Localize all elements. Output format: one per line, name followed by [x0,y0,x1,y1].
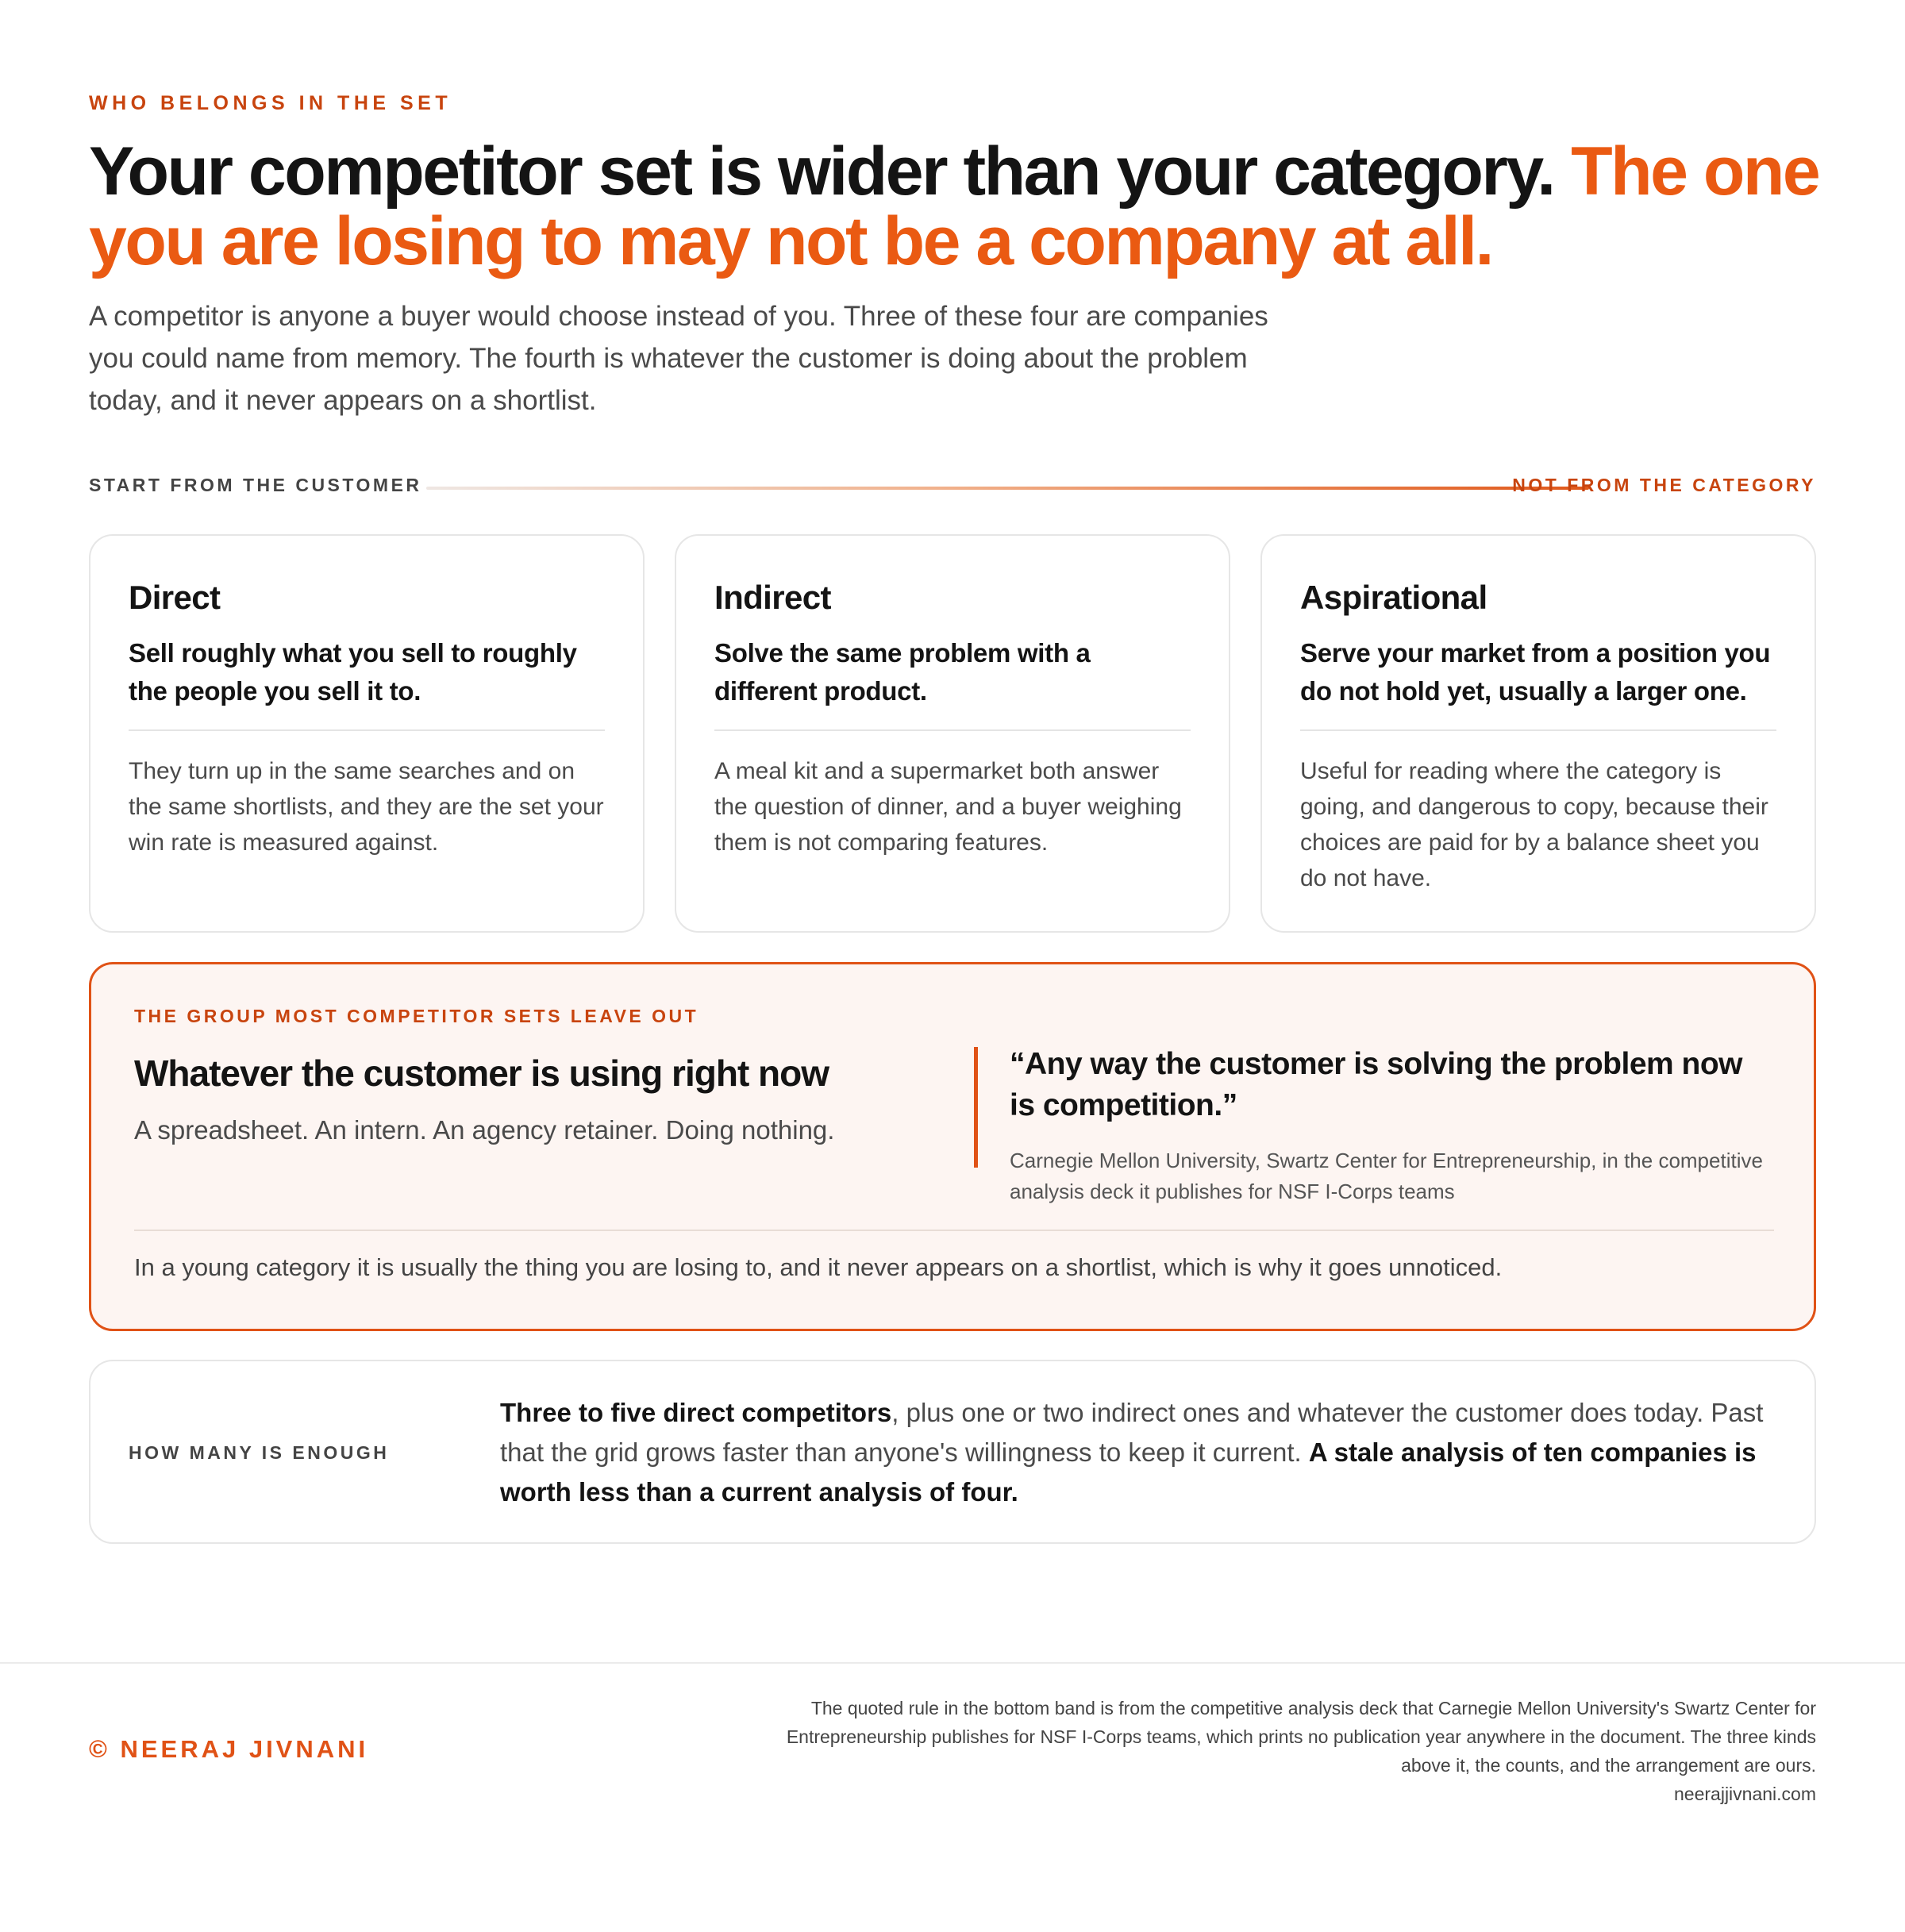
how-many-lead: Three to five direct competitors [500,1398,892,1427]
how-many-conclusion: A stale analysis of ten companies is worth less than a current analysis of four. [500,1437,1757,1507]
brand-copyright: © NEERAJ JIVNANI [89,1735,369,1763]
band-kicker: THE GROUP MOST COMPETITOR SETS LEAVE OUT [134,1006,699,1026]
card-title: Aspirational [1300,579,1487,616]
card-body: A meal kit and a supermarket both answer the question of dinner, and a buyer weighing them is not comparing features. [714,758,1182,856]
spectrum-gradient-line [426,487,1589,490]
spectrum-right-label: NOT FROM THE CATEGORY [1512,475,1816,495]
customer-category-spectrum [89,475,1816,502]
card-tagline: Sell roughly what you sell to roughly the people you sell it to. [129,638,577,706]
card-divider [714,729,1191,731]
status-quo-band [89,962,1816,1331]
band-quote: “Any way the customer is solving the problem now is competition.” [1010,1047,1743,1122]
quote-accent-bar [974,1047,978,1168]
quote-source: Carnegie Mellon University, Swartz Center for Entrepreneurship, in the competitive analysis deck it publishes for NSF I-Corps teams [1010,1149,1763,1203]
footer-divider [0,1662,1905,1664]
card-aspirational [1260,534,1816,933]
footer-url: neerajjivnani.com [1674,1784,1816,1804]
eyebrow-label: WHO BELONGS IN THE SET [89,92,452,114]
band-examples: A spreadsheet. An intern. An agency retainer. Doing nothing. [134,1115,835,1145]
headline-accent: The one you are losing to may not be a company at all. [89,133,1819,279]
card-tagline: Solve the same problem with a different product. [714,638,1091,706]
card-direct [89,534,645,933]
footer-note-text: The quoted rule in the bottom band is from the competitive analysis deck that Carnegie Mellon University's Swartz Center for Entrepreneurship publishes for NSF I-Corps teams, which prints no publication year anywhere in the document. The three kinds above it, the counts, and the arrangement are ours. [786,1698,1816,1776]
card-indirect [675,534,1230,933]
how-many-label: HOW MANY IS ENOUGH [129,1442,390,1463]
lede-paragraph: A competitor is anyone a buyer would choose instead of you. Three of these four are companies you could name from memory. The fourth is whatever the customer is doing about the problem today, and it never appears on a shortlist. [89,301,1268,416]
card-tagline: Serve your market from a position you do not hold yet, usually a larger one. [1300,638,1771,706]
band-divider [134,1230,1774,1231]
headline-dark: Your competitor set is wider than your category. [89,133,1554,210]
spectrum-left-label: START FROM THE CUSTOMER [89,475,422,495]
band-title: Whatever the customer is using right now [134,1053,829,1094]
headline [89,133,1851,279]
card-body: Useful for reading where the category is going, and dangerous to copy, because their choices are paid for by a balance sheet you do not have. [1300,758,1768,891]
how-many-box [89,1360,1816,1544]
how-many-text [500,1393,1770,1512]
card-divider [129,729,605,731]
card-body: They turn up in the same searches and on the same shortlists, and they are the set your win rate is measured against. [129,758,604,856]
card-title: Indirect [714,579,831,616]
card-divider [1300,729,1776,731]
band-note: In a young category it is usually the thing you are losing to, and it never appears on a shortlist, which is why it goes unnoticed. [134,1253,1503,1281]
footer-note [752,1694,1816,1808]
card-title: Direct [129,579,221,616]
how-many-middle: , plus one or two indirect ones and whatever the customer does today. Past that the grid grows faster than anyone's willingness to keep it current. [500,1398,1764,1467]
